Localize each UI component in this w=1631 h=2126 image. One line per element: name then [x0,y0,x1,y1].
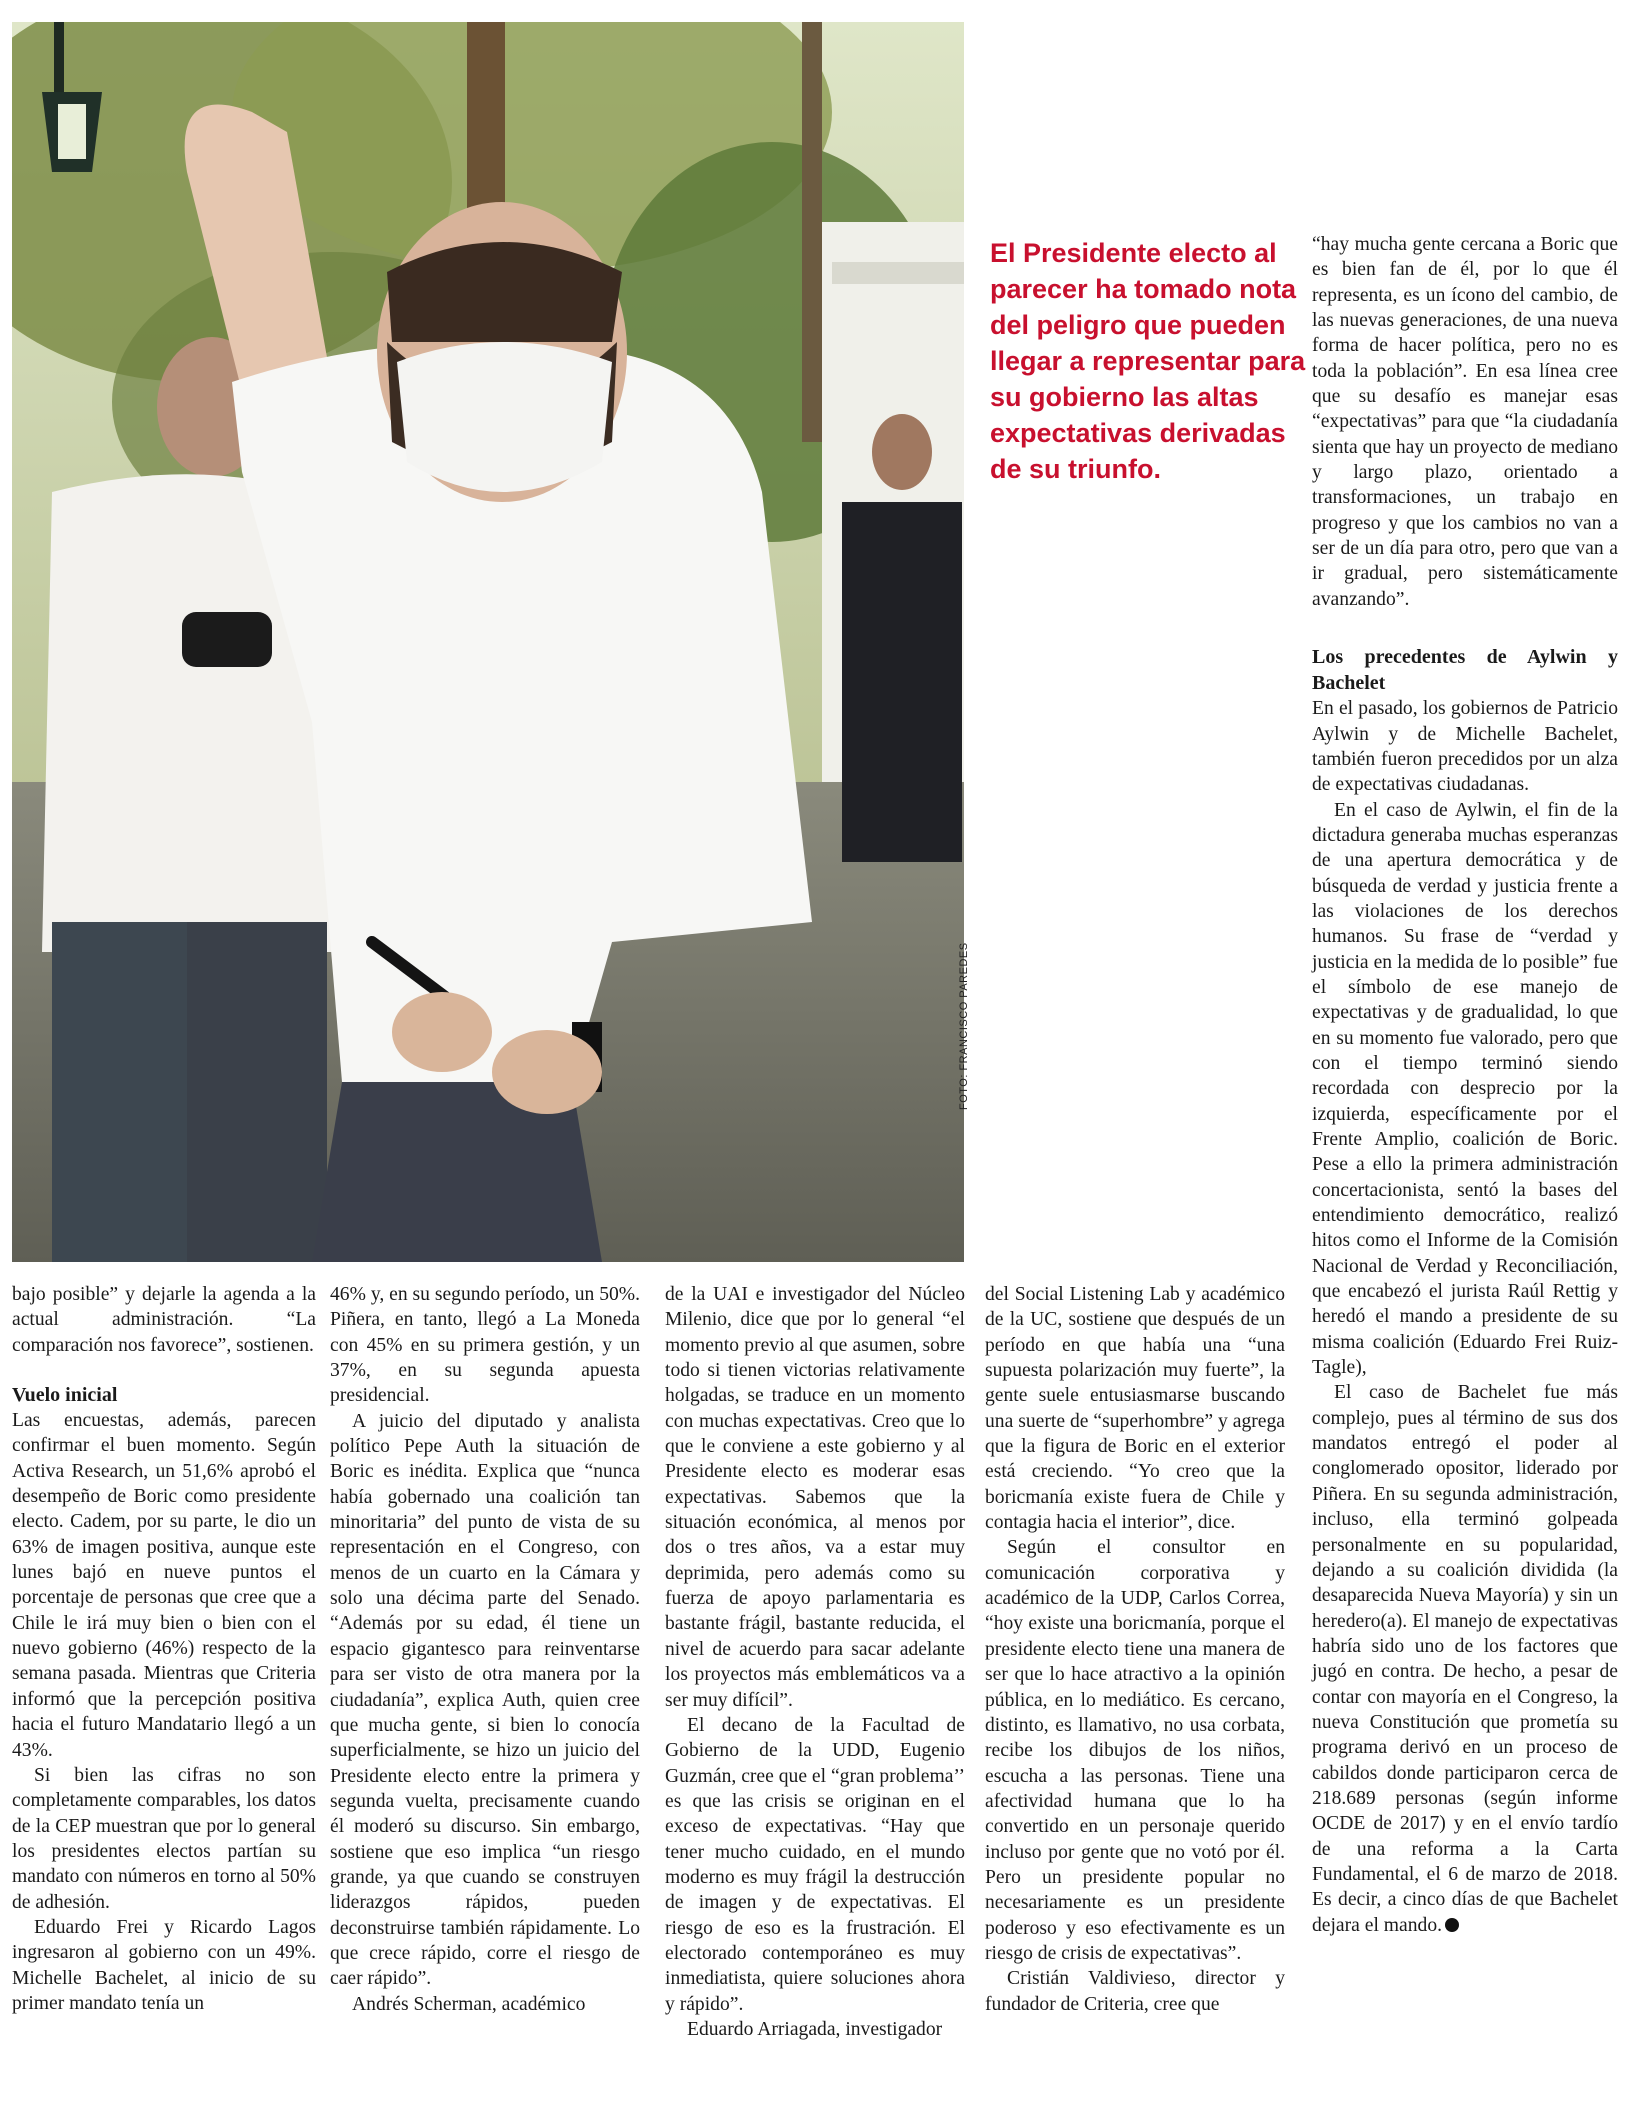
paragraph: Andrés Scherman, académico [352,1993,586,2015]
pull-quote: El Presidente electo al parecer ha tomado nota del peligro que pueden llegar a representar para su gobierno las altas expectativas derivadas de su triunfo. [990,238,1306,484]
column-4 [985,1282,1285,2017]
paragraph [1312,1380,1618,1938]
subheading-vuelo-inicial: Vuelo inicial [12,1384,118,1407]
photo-credit: FOTO: FRANCISCO PAREDES [958,942,970,1110]
paragraph: Las encuestas, además, parecen confirmar el buen momento. Según Activa Research, un 51,6% aprobó el desempeño de Boric como presidente electo. Cadem, por su parte, le dio un 63% de imagen positiva, aunque este lunes bajó en nueve puntos el porcentaje de personas que cree que a Chile le irá muy bien o bien con el nuevo gobierno (46%) respecto de la semana pasada. Mientras que Criteria informó que la percepción positiva hacia el futuro Mandatario llegó a un 43%. [12,1410,316,1761]
paragraph: 46% y, en su segundo período, un 50%. Piñera, en tanto, llegó a La Moneda con 45% en su primera gestión, y un 37%, en su segunda apuesta presidencial. [330,1284,641,1407]
paragraph: bajo posible” y dejarle la agenda a la actual administración. “La comparación nos favorece”, sostienen. [12,1284,316,1356]
paragraph: “hay mucha gente cercana a Boric que es bien fan de él, por lo que él representa, es un ícono del cambio, de las nuevas generaciones, de una nueva forma de hacer política, pero no es toda la población”. En esa línea cree que su desafío es manejar esas “expectativas” para que “la ciudadanía sienta que hay un proyecto de mediano y largo plazo, orientado a transformaciones, un trabajo en progreso y que los cambios no van a ser de un día para otro, pero que van a ir gradual, pero sistemáticamente avanzando”. [1312,234,1618,610]
subheading-precedentes: Los precedentes de Aylwin y Bachelet [1312,646,1618,695]
column-5 [1312,232,1618,1938]
paragraph: En el caso de Aylwin, el fin de la dictadura generaba muchas esperanzas de una apertura democrática y de búsqueda de verdad y justicia frente a las violaciones de los derechos humanos. Su frase de “verdad y justicia en la medida de lo posible” fue el símbolo de ese manejo de expectativas y de gradualidad, lo que en su momento fue valorado, pero que con el tiempo terminó siendo recordada con desprecio por la izquierda, específicamente por el Frente Amplio, coalición de Boric. Pese a ello la primera administración concertacionista, sentó la bases del entendimiento democrático, realizó hitos como el Informe de la Comisión Nacional de Verdad y Reconciliación, que encabezó el jurista Raúl Rettig y heredó el mando a presidente de su misma coalición (Eduardo Frei Ruiz-Tagle), [1312,799,1618,1379]
paragraph-text: El caso de Bachelet fue más complejo, pues al término de sus dos mandatos entregó el poder al conglomerado opositor, liderado por Piñera. En su segunda administración, incluso, ella terminó golpeada personalmente en su popularidad, dejando a su coalición dividida (la desaparecida Nueva Mayoría) y sin un heredero(a). El manejo de expectativas habría sido uno de los factores que jugó en contra. De hecho, a pesar de contar con mayoría en el Congreso, la nueva Constitución que prometía su programa derivó en un proceso de cabildos donde participaron cerca de 218.689 personas (según informe OCDE de 2017) y en el envío tardío de una reforma a la Carta Fundamental, el 6 de marzo de 2018. Es decir, a cinco días de que Bachelet dejara el mando. [1312,1382,1618,1936]
article-photo [12,22,964,1262]
column-3 [665,1282,965,2042]
paragraph: Eduardo Arriagada, investigador [687,2018,943,2040]
end-of-article-mark [1445,1918,1459,1932]
column-2 [330,1282,640,2017]
column-1 [12,1282,316,2016]
photo-illustration [12,22,964,1262]
paragraph: Cristián Valdivieso, director y fundador de Criteria, cree que [985,1968,1285,2015]
paragraph: del Social Listening Lab y académico de la UC, sostiene que después de un período en que había una “una supuesta polarización muy fuerte”, la gente suele entusiasmarse buscando una suerte de “superhombre” y agrega que la figura de Boric en el exterior está creciendo. “Yo creo que la boricmanía existe fuera de Chile y contagia hacia el interior”, dice. [985,1284,1285,1534]
paragraph: Eduardo Frei y Ricardo Lagos ingresaron al gobierno con un 49%. Michelle Bachelet, al inicio de su primer mandato tenía un [12,1916,316,2014]
paragraph: A juicio del diputado y analista político Pepe Auth la situación de Boric es inédita. Explica que “nunca había gobernado una coalición tan minoritaria” del punto de vista de su representación en el Congreso, con menos de un cuarto en la Cámara y solo una décima parte del Senado. “Además por su edad, él tiene un espacio gigantesco para reinventarse para ser visto de otra manera por la ciudadanía”, explica Auth, quien cree que mucha gente, si bien lo conocía superficialmente, se hizo un juicio del Presidente electo entre la primera y segunda vuelta, precisamente cuando él moderó su discurso. Sin embargo, sostiene que eso implica “un riesgo grande, ya que cuando se construyen liderazgos rápidos, pueden deconstruirse también rápidamente. Lo que crece rápido, corre el riesgo de caer rápido”. [330,1410,640,1990]
paragraph: de la UAI e investigador del Núcleo Milenio, dice que por lo general “el momento previo al que asumen, sobre todo si tienen victorias relativamente holgadas, se traduce en un momento con muchas expectativas. Creo que lo que le conviene a este gobierno y al Presidente electo es moderar esas expectativas. Sabemos que la situación económica, al menos por dos o tres años, va a estar muy deprimida, pero además como su fuerza de apoyo parlamentaria es bastante frágil, bastante reducida, el nivel de acuerdo para sacar adelante los proyectos más emblemáticos va a ser muy difícil”. [665,1284,965,1711]
paragraph: Según el consultor en comunicación corporativa y académico de la UDP, Carlos Correa, “hoy existe una boricmanía, porque el presidente electo tiene una manera de ser que lo hace atractivo a la opinión pública, en lo mediático. Es cercano, distinto, es llamativo, no usa corbata, recibe los dibujos de los niños, escucha a las personas. Tiene una afectividad humana que lo ha convertido en un personaje querido incluso por gente que no votó por él. Pero un presidente popular no necesariamente es un presidente poderoso y eso efectivamente es un riesgo de crisis de expectativas”. [985,1537,1285,1964]
paragraph: El decano de la Facultad de Gobierno de la UDD, Eugenio Guzmán, cree que el “gran problema’’ es que las crisis se originan en el exceso de expectativas. “Hay que tener mucho cuidado, en el mundo moderno es muy frágil la destrucción de imagen y de expectativas. El riesgo de eso es la frustración. El electorado contemporáneo es muy inmediatista, quiere soluciones ahora y rápido”. [665,1714,965,2015]
paragraph: En el pasado, los gobiernos de Patricio Aylwin y de Michelle Bachelet, también fueron precedidos por un alza de expectativas ciudadanas. [1312,698,1618,796]
paragraph: Si bien las cifras no son completamente comparables, los datos de la CEP muestran que por lo general los presidentes electos partían su mandato con números en torno al 50% de adhesión. [12,1764,316,1913]
